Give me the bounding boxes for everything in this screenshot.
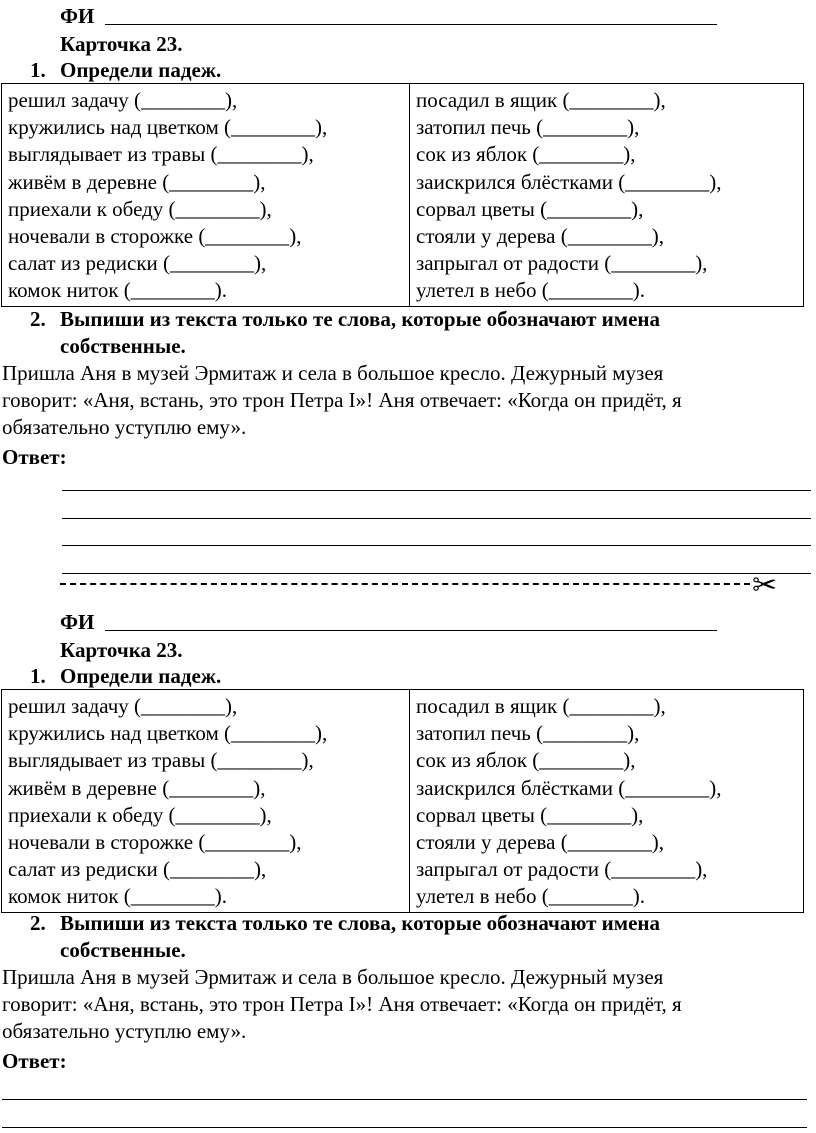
phrase-item: улетел в небо (________). <box>416 278 646 303</box>
answer-line[interactable] <box>62 490 811 491</box>
phrase-item: затопил печь (________), <box>416 721 640 746</box>
phrase-item: живём в деревне (________), <box>8 169 266 194</box>
phrase-item: выглядывает из травы (________), <box>8 142 314 167</box>
story-line: обязательно уступлю ему». <box>2 1019 247 1043</box>
cut-line <box>60 583 750 585</box>
task1-text: Определи падеж. <box>60 664 222 688</box>
phrase-item: комок ниток (________). <box>8 278 228 303</box>
phrase-item: решил задачу (________), <box>8 694 238 718</box>
case-column-right <box>410 84 804 307</box>
task2-text-line1: Выпиши из текста только те слова, которые обозначают имена <box>60 307 661 331</box>
card-title: Карточка 23. <box>60 638 183 662</box>
answer-line[interactable] <box>2 1099 807 1100</box>
story-line: говорит: «Аня, встань, это трон Петра I»! Аня отвечает: «Когда он придёт, я <box>2 388 682 412</box>
phrase-item: сок из яблок (________), <box>416 748 636 773</box>
phrase-item: посадил в ящик (________), <box>416 88 666 112</box>
story-paragraph <box>2 964 802 1045</box>
phrase-item: решил задачу (________), <box>8 88 238 112</box>
answer-line[interactable] <box>62 545 811 546</box>
fi-name-line[interactable] <box>105 24 717 25</box>
phrase-item: салат из редиски (________), <box>8 857 267 882</box>
task2-number: 2. <box>30 911 46 935</box>
phrase-item: заискрился блёстками (________), <box>416 775 722 800</box>
case-table <box>1 83 804 307</box>
phrase-item: запрыгал от радости (________), <box>416 857 708 882</box>
story-line: Пришла Аня в музей Эрмитаж и села в большое кресло. Дежурный музея <box>2 965 664 989</box>
phrase-item: приехали к обеду (________), <box>8 802 272 827</box>
story-line: Пришла Аня в музей Эрмитаж и села в большое кресло. Дежурный музея <box>2 361 664 385</box>
task2-text-line2: собственные. <box>60 334 186 358</box>
task2-number: 2. <box>30 307 46 331</box>
phrase-item: стояли у дерева (________), <box>416 830 664 855</box>
story-paragraph <box>2 360 802 441</box>
phrase-item: улетел в небо (________). <box>416 884 646 909</box>
phrase-item: запрыгал от радости (________), <box>416 251 708 276</box>
answer-label: Ответ: <box>2 1049 67 1073</box>
task2-text-line2: собственные. <box>60 938 186 962</box>
phrase-item: выглядывает из травы (________), <box>8 748 314 773</box>
phrase-item: посадил в ящик (________), <box>416 694 666 718</box>
phrase-item: сорвал цветы (________), <box>416 802 644 827</box>
case-column-left <box>2 84 410 307</box>
phrase-item: стояли у дерева (________), <box>416 224 664 249</box>
phrase-item: салат из редиски (________), <box>8 251 267 276</box>
task1-text: Определи падеж. <box>60 58 222 82</box>
fi-name-line[interactable] <box>105 630 717 631</box>
answer-line[interactable] <box>62 518 811 519</box>
answer-line[interactable] <box>62 573 811 574</box>
answer-line[interactable] <box>2 1127 807 1128</box>
case-column-right <box>410 690 804 913</box>
phrase-item: сорвал цветы (________), <box>416 196 644 221</box>
phrase-item: кружились над цветком (________), <box>8 721 328 746</box>
fi-label: ФИ <box>60 4 95 28</box>
story-line: обязательно уступлю ему». <box>2 415 247 439</box>
answer-label: Ответ: <box>2 445 67 469</box>
phrase-item: ночевали в сторожке (________), <box>8 830 302 855</box>
phrase-item: заискрился блёстками (________), <box>416 169 722 194</box>
fi-label: ФИ <box>60 610 95 634</box>
case-column-left <box>2 690 410 913</box>
phrase-item: приехали к обеду (________), <box>8 196 272 221</box>
phrase-item: ночевали в сторожке (________), <box>8 224 302 249</box>
phrase-item: сок из яблок (________), <box>416 142 636 167</box>
phrase-item: затопил печь (________), <box>416 115 640 140</box>
phrase-item: живём в деревне (________), <box>8 775 266 800</box>
task1-number: 1. <box>30 58 46 82</box>
card-title: Карточка 23. <box>60 32 183 56</box>
task1-number: 1. <box>30 664 46 688</box>
phrase-item: кружились над цветком (________), <box>8 115 328 140</box>
task2-text-line1: Выпиши из текста только те слова, которые обозначают имена <box>60 911 661 935</box>
story-line: говорит: «Аня, встань, это трон Петра I»! Аня отвечает: «Когда он придёт, я <box>2 992 682 1016</box>
scissors-icon: ✂ <box>752 569 778 602</box>
phrase-item: комок ниток (________). <box>8 884 228 909</box>
case-table <box>1 689 804 913</box>
